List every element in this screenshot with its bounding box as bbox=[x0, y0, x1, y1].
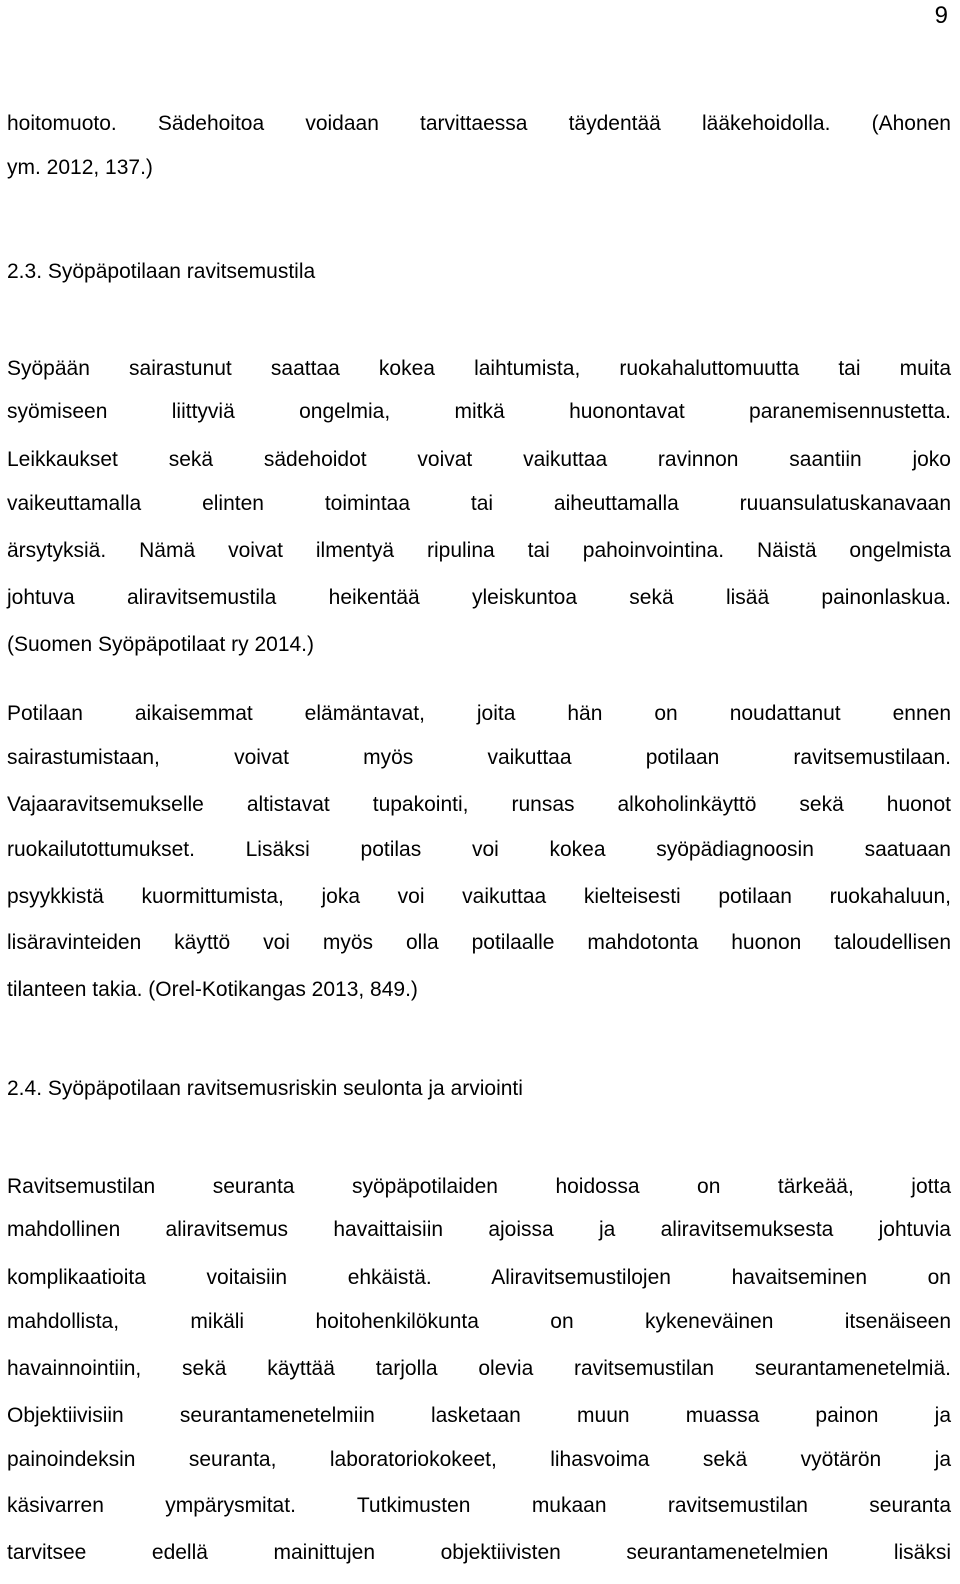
text-line: ruokailutottumukset. Lisäksi potilas voi kokea syöpädiagnoosin saatuaan bbox=[7, 838, 951, 861]
text-line: Leikkaukset sekä sädehoidot voivat vaikuttaa ravinnon saantiin joko bbox=[7, 448, 951, 471]
text-line: hoitomuoto. Sädehoitoa voidaan tarvittaessa täydentää lääkehoidolla. (Ahonen bbox=[7, 112, 951, 135]
text-line: Syöpään sairastunut saattaa kokea laihtumista, ruokahaluttomuutta tai muita bbox=[7, 357, 951, 380]
text-line: lisäravinteiden käyttö voi myös olla potilaalle mahdotonta huonon taloudellisen bbox=[7, 931, 951, 954]
text-line: Vajaaravitsemukselle altistavat tupakointi, runsas alkoholinkäyttö sekä huonot bbox=[7, 793, 951, 816]
text-line: (Suomen Syöpäpotilaat ry 2014.) bbox=[7, 633, 315, 656]
text-line: mahdollinen aliravitsemus havaittaisiin ajoissa ja aliravitsemuksesta johtuvia bbox=[7, 1218, 951, 1241]
text-line: Ravitsemustilan seuranta syöpäpotilaiden hoidossa on tärkeää, jotta bbox=[7, 1175, 951, 1198]
section-heading: 2.4. Syöpäpotilaan ravitsemusriskin seulonta ja arviointi bbox=[7, 1077, 523, 1100]
text-line: tarvitsee edellä mainittujen objektiivisten seurantamenetelmien lisäksi bbox=[7, 1541, 951, 1564]
text-line: painoindeksin seuranta, laboratoriokokeet, lihasvoima sekä vyötärön ja bbox=[7, 1448, 951, 1471]
section-heading: 2.3. Syöpäpotilaan ravitsemustila bbox=[7, 260, 316, 283]
text-line: psyykkistä kuormittumista, joka voi vaikuttaa kielteisesti potilaan ruokahaluun, bbox=[7, 885, 951, 908]
text-line: sairastumistaan, voivat myös vaikuttaa potilaan ravitsemustilaan. bbox=[7, 746, 951, 769]
text-line: syömiseen liittyviä ongelmia, mitkä huonontavat paranemisennustetta. bbox=[7, 400, 951, 423]
text-line: vaikeuttamalla elinten toimintaa tai aiheuttamalla ruuansulatuskanavaan bbox=[7, 492, 951, 515]
text-line: komplikaatioita voitaisiin ehkäistä. Aliravitsemustilojen havaitseminen on bbox=[7, 1266, 951, 1289]
text-line: mahdollista, mikäli hoitohenkilökunta on kykeneväinen itsenäiseen bbox=[7, 1310, 951, 1333]
text-line: ym. 2012, 137.) bbox=[7, 156, 153, 179]
text-line: havainnointiin, sekä käyttää tarjolla olevia ravitsemustilan seurantamenetelmiä. bbox=[7, 1357, 951, 1380]
page-number: 9 bbox=[934, 2, 948, 29]
text-line: tilanteen takia. (Orel-Kotikangas 2013, 849.) bbox=[7, 978, 418, 1001]
text-line: käsivarren ympärysmitat. Tutkimusten mukaan ravitsemustilan seuranta bbox=[7, 1494, 951, 1517]
text-line: Objektiivisiin seurantamenetelmiin lasketaan muun muassa painon ja bbox=[7, 1404, 951, 1427]
text-line: ärsytyksiä. Nämä voivat ilmentyä ripulina tai pahoinvointina. Näistä ongelmista bbox=[7, 539, 951, 562]
text-line: johtuva aliravitsemustila heikentää yleiskuntoa sekä lisää painonlaskua. bbox=[7, 586, 951, 609]
text-line: Potilaan aikaisemmat elämäntavat, joita hän on noudattanut ennen bbox=[7, 702, 951, 725]
